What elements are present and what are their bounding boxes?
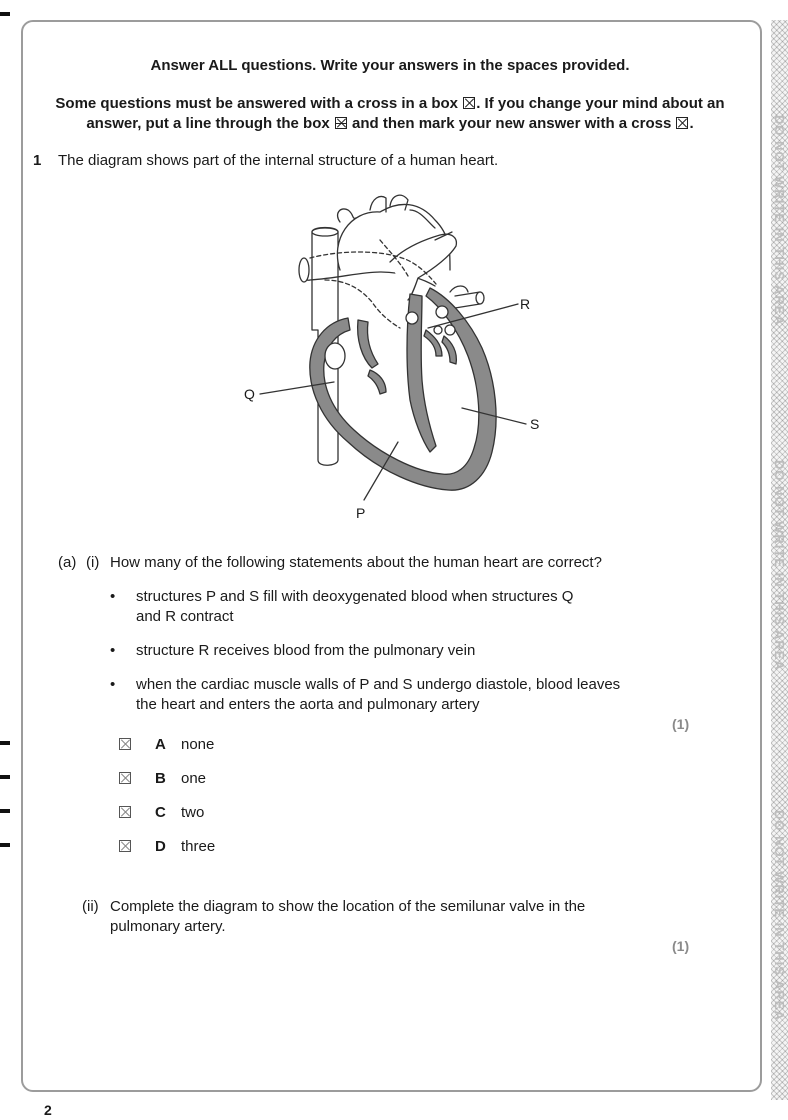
instruction-text: Some questions must be answered with a cross in a box <box>55 95 459 112</box>
statement-2: structure R receives blood from the pulmonary vein <box>136 642 476 659</box>
statement-line: when the cardiac muscle walls of P and S undergo diastole, blood leaves <box>136 676 621 693</box>
answer-checkbox-c[interactable] <box>119 806 131 818</box>
subpart-line: Complete the diagram to show the location of the semilunar valve in the <box>110 898 586 915</box>
instruction-line <box>30 94 750 114</box>
atrium-wall <box>358 320 378 368</box>
diagram-label-s: S <box>530 416 540 432</box>
bullet: • <box>110 676 116 693</box>
instruction-line <box>30 114 750 134</box>
option-text: two <box>181 804 205 821</box>
statement-line: and R contract <box>136 608 234 625</box>
instruction-text: . <box>689 115 694 132</box>
option-letter: D <box>155 838 166 855</box>
alignment-mark <box>0 843 10 847</box>
pulmonary-vein <box>450 286 468 292</box>
marks-indicator: (1) <box>672 716 690 732</box>
atrium-wall <box>368 370 386 394</box>
subpart-question <box>110 897 670 937</box>
crossed-box-icon <box>463 97 475 109</box>
option-letter: B <box>155 770 166 787</box>
diagram-label-q: Q <box>244 386 255 402</box>
margin-notice: DO NOT WRITE IN THIS AREA <box>772 114 787 326</box>
alignment-mark <box>0 12 10 16</box>
statement-1 <box>136 587 696 627</box>
alignment-mark <box>0 775 10 779</box>
margin-notice: DO NOT WRITE IN THIS AREA <box>772 809 787 1021</box>
valve-cusp <box>442 336 456 364</box>
alignment-mark <box>0 741 10 745</box>
margin-notice: DO NOT WRITE IN THIS AREA <box>772 459 787 671</box>
instruction-line <box>30 56 750 76</box>
diagram-label-p: P <box>356 505 366 521</box>
bullet: • <box>110 642 116 659</box>
instruction-text: answer, put a line through the box <box>86 115 330 132</box>
answer-checkbox-d[interactable] <box>119 840 131 852</box>
bullet: • <box>110 588 116 605</box>
question-intro: The diagram shows part of the internal structure of a human heart. <box>58 152 499 169</box>
instruction-text: . If you change your mind about an <box>476 95 725 112</box>
struck-box-icon <box>335 117 347 129</box>
answer-checkbox-b[interactable] <box>119 772 131 784</box>
marks-indicator: (1) <box>672 938 690 954</box>
subpart-line: pulmonary artery. <box>110 918 226 935</box>
statement-line: structures P and S fill with deoxygenated blood when structures Q <box>136 588 574 605</box>
statement-3 <box>136 675 696 715</box>
option-text: none <box>181 736 215 753</box>
option-letter: C <box>155 804 166 821</box>
subpart-label: (i) <box>86 554 100 571</box>
heart-diagram <box>230 180 570 525</box>
page-number: 2 <box>44 1102 52 1118</box>
instruction-text: and then mark your new answer with a cross <box>352 115 672 132</box>
subpart-question: How many of the following statements about the human heart are correct? <box>110 554 602 571</box>
option-letter: A <box>155 736 166 753</box>
option-text: one <box>181 770 207 787</box>
subpart-label: (ii) <box>82 898 99 915</box>
instruction-text: Answer ALL questions. Write your answers in the spaces provided. <box>150 57 630 74</box>
question-number: 1 <box>33 152 42 169</box>
statement-line: the heart and enters the aorta and pulmonary artery <box>136 696 480 713</box>
part-label: (a) <box>58 554 77 571</box>
diagram-label-r: R <box>520 296 531 312</box>
answer-checkbox-a[interactable] <box>119 738 131 750</box>
option-text: three <box>181 838 216 855</box>
alignment-mark <box>0 809 10 813</box>
crossed-box-icon <box>676 117 688 129</box>
